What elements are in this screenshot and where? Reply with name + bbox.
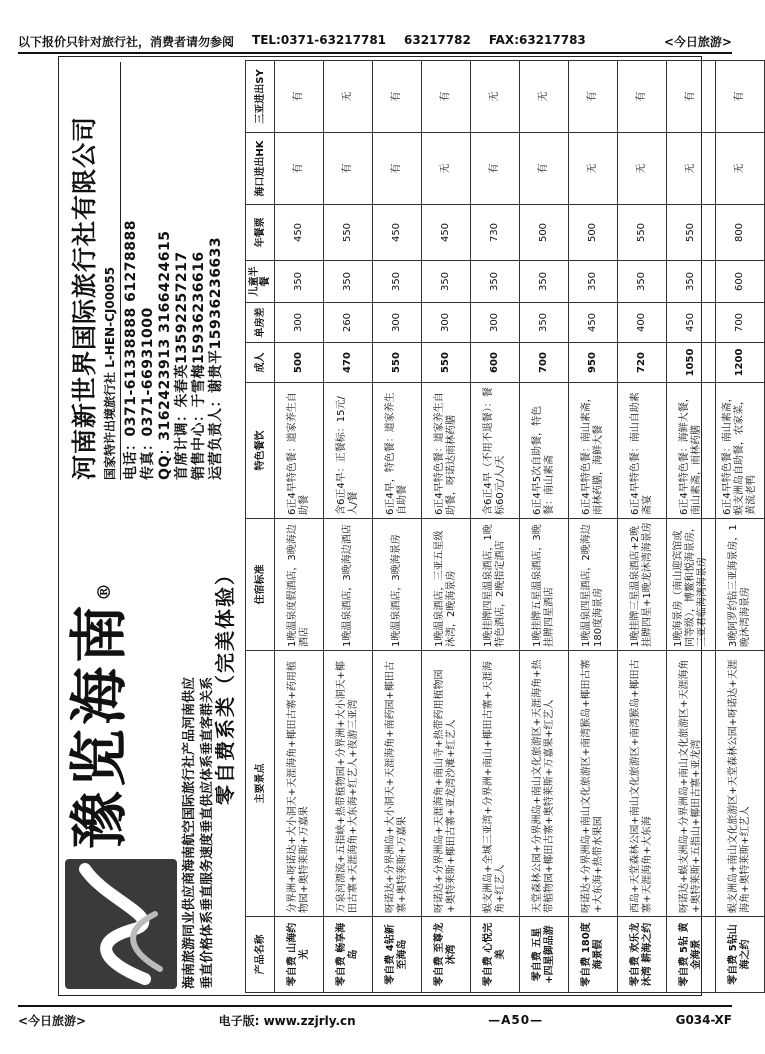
meals-cell: 6正4早，特色餐：道家养生自助餐 <box>373 383 422 519</box>
company-qq: QQ：3162423913 3166424615 <box>157 230 173 480</box>
company-license: 国家特许出境旅行社 L-HEN-CJ00055 <box>101 62 121 480</box>
adult-price: 470 <box>324 343 373 383</box>
table-row <box>373 61 422 993</box>
child-price: 350 <box>667 261 716 303</box>
hk-availability: 无 <box>569 133 618 205</box>
category-title: 零自费系类（完美体验） <box>213 563 237 805</box>
brand-name: 豫览海南® <box>65 578 133 849</box>
ad-frame <box>58 56 757 996</box>
single-price: 400 <box>618 303 667 343</box>
header-hotel: 住宿标准 <box>246 519 275 651</box>
hotel-cell: 1晚挂牌四星温泉酒店，1晚特色酒店，2晚指定酒店 <box>471 519 520 651</box>
adult-price: 720 <box>618 343 667 383</box>
tel2-text: 63217782 <box>404 32 471 47</box>
product-cell: 零自费 5钻 黄金海景 <box>667 917 716 993</box>
adult-price: 600 <box>471 343 520 383</box>
product-cell: 零自费 至尊龙沐湾 <box>422 917 471 993</box>
meals-cell: 6正4早特色餐：道家养生自助餐 <box>275 383 324 519</box>
sy-availability: 无 <box>471 61 520 133</box>
footer-ebook-link[interactable]: 电子版: www.zzjrly.cn <box>218 1013 356 1028</box>
page-code: G034-XF <box>675 1013 732 1027</box>
table-row <box>618 61 667 993</box>
adult-price: 1200 <box>716 343 765 383</box>
top-notice-bar <box>18 30 732 54</box>
hotel-cell: 1晚温泉度假酒店，3晚海边酒店 <box>275 519 324 651</box>
adult-price: 1050 <box>667 343 716 383</box>
logo <box>65 859 177 989</box>
child-price: 350 <box>324 261 373 303</box>
hotel-cell: 3晚阿罗约钻三亚海景房，1晚沐湾海景房 <box>716 519 765 651</box>
meals-cell: 含6正4早：正餐标：15元/人/餐 <box>324 383 373 519</box>
product-cell: 零自费 心悦完美 <box>471 917 520 993</box>
spots-cell: 蜈支洲岛+全城三亚湾+分界洲+南山+椰田古寨+天涯海角+红艺人 <box>471 651 520 917</box>
meals-cell: 6正4早特色餐：道家养生自助餐，呀诺达雨林药膳 <box>422 383 471 519</box>
tagline-1: 海南旅游同业供应商海南航空国际旅行社产品河南供应 <box>182 676 197 989</box>
product-cell: 零自费 山海约光 <box>275 917 324 993</box>
product-cell: 零自费 五星+四星御品游 <box>520 917 569 993</box>
company-tel: 电话：0371-61338888 61278888 <box>123 219 139 480</box>
spots-cell: 呀诺达+蜈支洲岛+分界洲岛+南山文化旅游区+天涯海角+奥特莱斯+五指山+椰田古寨+亚龙湾 <box>667 651 716 917</box>
child-price: 600 <box>716 261 765 303</box>
hk-availability: 有 <box>275 133 324 205</box>
tagline-2: 垂直价格体系垂直服务速度垂直供应体系垂直客群关系 <box>200 676 215 989</box>
header-product: 产品名称 <box>246 917 275 993</box>
product-cell: 零自费 欢乐龙沐湾 耕海之约 <box>618 917 667 993</box>
spots-cell: 天堂森林公园+分界洲岛+南山文化旅游区+天涯海角+热带植物园+椰田古寨+奥特莱斯+万嘉果+红艺人 <box>520 651 569 917</box>
hk-availability: 有 <box>373 133 422 205</box>
ticket-price: 550 <box>618 205 667 261</box>
ticket-price: 800 <box>716 205 765 261</box>
sy-availability: 有 <box>373 61 422 133</box>
product-cell: 零自费 5钻山海之约 <box>716 917 765 993</box>
adult-price: 550 <box>373 343 422 383</box>
table-body <box>275 61 765 993</box>
hk-availability: 有 <box>520 133 569 205</box>
table-row <box>471 61 520 993</box>
company-plan: 首席计调：朱春英13592257217 <box>174 251 190 480</box>
hk-availability: 无 <box>618 133 667 205</box>
single-price: 450 <box>667 303 716 343</box>
sy-availability: 无 <box>520 61 569 133</box>
company-fax: 传真：0371-66931000 <box>140 307 156 480</box>
table-header-row <box>246 61 275 993</box>
table-row <box>667 61 716 993</box>
page-footer <box>18 1005 732 1033</box>
single-price: 300 <box>373 303 422 343</box>
product-cell: 零自费 畅享海岛 <box>324 917 373 993</box>
child-price: 350 <box>471 261 520 303</box>
child-price: 350 <box>618 261 667 303</box>
tel-text: TEL:0371-63217781 <box>252 32 387 47</box>
child-price: 350 <box>520 261 569 303</box>
hk-availability: 无 <box>667 133 716 205</box>
spots-cell: 万泉河漂流+五指峡+热带植物园+分界洲+大小洞天+椰田古寨+天涯海角+大东海+红艺人+夜游三亚湾 <box>324 651 373 917</box>
product-cell: 零自费 180度海景假 <box>569 917 618 993</box>
header-single: 单房差 <box>246 303 275 343</box>
adult-price: 950 <box>569 343 618 383</box>
hk-availability: 无 <box>422 133 471 205</box>
ad-header <box>59 57 245 995</box>
spots-cell: 分界洲+呀诺达+大小洞天+天涯海角+椰田古寨+药用植物园+奥特莱斯+万嘉果 <box>275 651 324 917</box>
spots-cell: 呀诺达+分界洲岛+南山文化旅游区+南湾猴岛+椰田古寨+大东海+热带水果园 <box>569 651 618 917</box>
ticket-price: 550 <box>667 205 716 261</box>
spots-cell: 呀诺达+分界洲岛+大小洞天+天涯海角+南药园+椰田古寨+奥特莱斯+万嘉果 <box>373 651 422 917</box>
single-price: 260 <box>324 303 373 343</box>
sy-availability: 有 <box>569 61 618 133</box>
spots-cell: 西岛+天堂森林公园+南山文化旅游区+南湾猴岛+椰田古寨+天涯海角+大东海 <box>618 651 667 917</box>
company-sales: 销售中心：于雪梅15936236616 <box>191 251 207 480</box>
table-row <box>324 61 373 993</box>
single-price: 350 <box>520 303 569 343</box>
single-price: 300 <box>422 303 471 343</box>
table-row <box>520 61 569 993</box>
company-name: 河南新世界国际旅行社有限公司 <box>70 115 99 480</box>
ticket-price: 500 <box>569 205 618 261</box>
sy-availability: 有 <box>618 61 667 133</box>
sy-availability: 无 <box>324 61 373 133</box>
table-row <box>422 61 471 993</box>
price-table <box>245 60 765 993</box>
hotel-cell: 1晚温泉四星酒店，2晚海边180度海景房 <box>569 519 618 651</box>
fax-text: FAX:63217783 <box>488 32 586 47</box>
ticket-price: 500 <box>520 205 569 261</box>
rotated-content <box>59 57 757 995</box>
meals-cell: 6正4早特色餐：南山素斋，雨林药膳，海鲜大餐 <box>569 383 618 519</box>
header-hk: 海口进出HK <box>246 133 275 205</box>
hotel-cell: 1晚挂牌五星温泉酒店，3晚挂牌四星酒店 <box>520 519 569 651</box>
sy-availability: 有 <box>275 61 324 133</box>
wave-logo-icon <box>65 859 177 989</box>
header-child: 儿童半餐 <box>246 261 275 303</box>
child-price: 350 <box>373 261 422 303</box>
meals-cell: 6正4早特色餐：海鲜大餐，南山素斋，雨林药膳 <box>667 383 716 519</box>
page-number: —A50— <box>488 1013 544 1027</box>
spots-cell: 呀诺达+分界洲岛+天涯海角+南山寺+热带药用植物园+奥特莱斯+椰田古寨+亚龙湾沙滩+红艺人 <box>422 651 471 917</box>
ticket-price: 450 <box>373 205 422 261</box>
meals-cell: 6正4早特色餐：南山素斋，蜈支洲岛自助餐，农家菜，黄流老鸭 <box>716 383 765 519</box>
ticket-price: 730 <box>471 205 520 261</box>
ticket-price: 450 <box>422 205 471 261</box>
single-price: 700 <box>716 303 765 343</box>
notice-text: 以下报价只针对旅行社，消费者请勿参阅 <box>18 34 235 49</box>
product-cell: 零自费 4钻新至海岛 <box>373 917 422 993</box>
meals-cell: 6正4早特色餐：南山自助素斋宴 <box>618 383 667 519</box>
meals-cell: 含6正4早（不用不退餐）：餐标60元/人/天 <box>471 383 520 519</box>
ticket-price: 450 <box>275 205 324 261</box>
meals-cell: 6正4早5次自助餐，特色餐：南山素斋 <box>520 383 569 519</box>
header-ticket: 年餐票 <box>246 205 275 261</box>
child-price: 350 <box>422 261 471 303</box>
hk-availability: 无 <box>716 133 765 205</box>
table-row <box>275 61 324 993</box>
single-price: 300 <box>471 303 520 343</box>
hk-availability: 有 <box>324 133 373 205</box>
child-price: 350 <box>275 261 324 303</box>
sy-availability: 有 <box>667 61 716 133</box>
adult-price: 500 <box>275 343 324 383</box>
sy-availability: 有 <box>716 61 765 133</box>
sy-availability: 有 <box>422 61 471 133</box>
table-row <box>716 61 765 993</box>
hk-availability: 有 <box>471 133 520 205</box>
company-block <box>65 62 225 480</box>
single-price: 300 <box>275 303 324 343</box>
hotel-cell: 1晚温泉酒店，3晚海边酒店 <box>324 519 373 651</box>
top-brand: <今日旅游> <box>663 34 732 49</box>
hotel-cell: 1晚温泉酒店，三亚五星级沐湾，2晚海景房 <box>422 519 471 651</box>
header-spots: 主要景点 <box>246 651 275 917</box>
adult-price: 550 <box>422 343 471 383</box>
child-price: 350 <box>569 261 618 303</box>
spots-cell: 蜈支洲岛+南山文化旅游区+天堂森林公园+呀诺达+天涯海角+奥特莱斯+红艺人 <box>716 651 765 917</box>
header-sy: 三亚进出SY <box>246 61 275 133</box>
hotel-cell: 1晚温泉酒店，3晚海景房 <box>373 519 422 651</box>
header-adult: 成人 <box>246 343 275 383</box>
hotel-cell: 1晚海景房（南山迎宾馆或同等级），博鳌和悦海景房，三亚君临海湾海景房 <box>667 519 716 651</box>
company-ops: 运营负责人：谢贵平15936236633 <box>208 236 224 480</box>
table-row <box>569 61 618 993</box>
ticket-price: 550 <box>324 205 373 261</box>
footer-brand: <今日旅游> <box>18 1013 87 1028</box>
adult-price: 700 <box>520 343 569 383</box>
hotel-cell: 1晚挂牌三星温泉酒店+2晚挂牌四星+1晚龙沐湾海景房 <box>618 519 667 651</box>
single-price: 450 <box>569 303 618 343</box>
header-meals: 特色餐饮 <box>246 383 275 519</box>
